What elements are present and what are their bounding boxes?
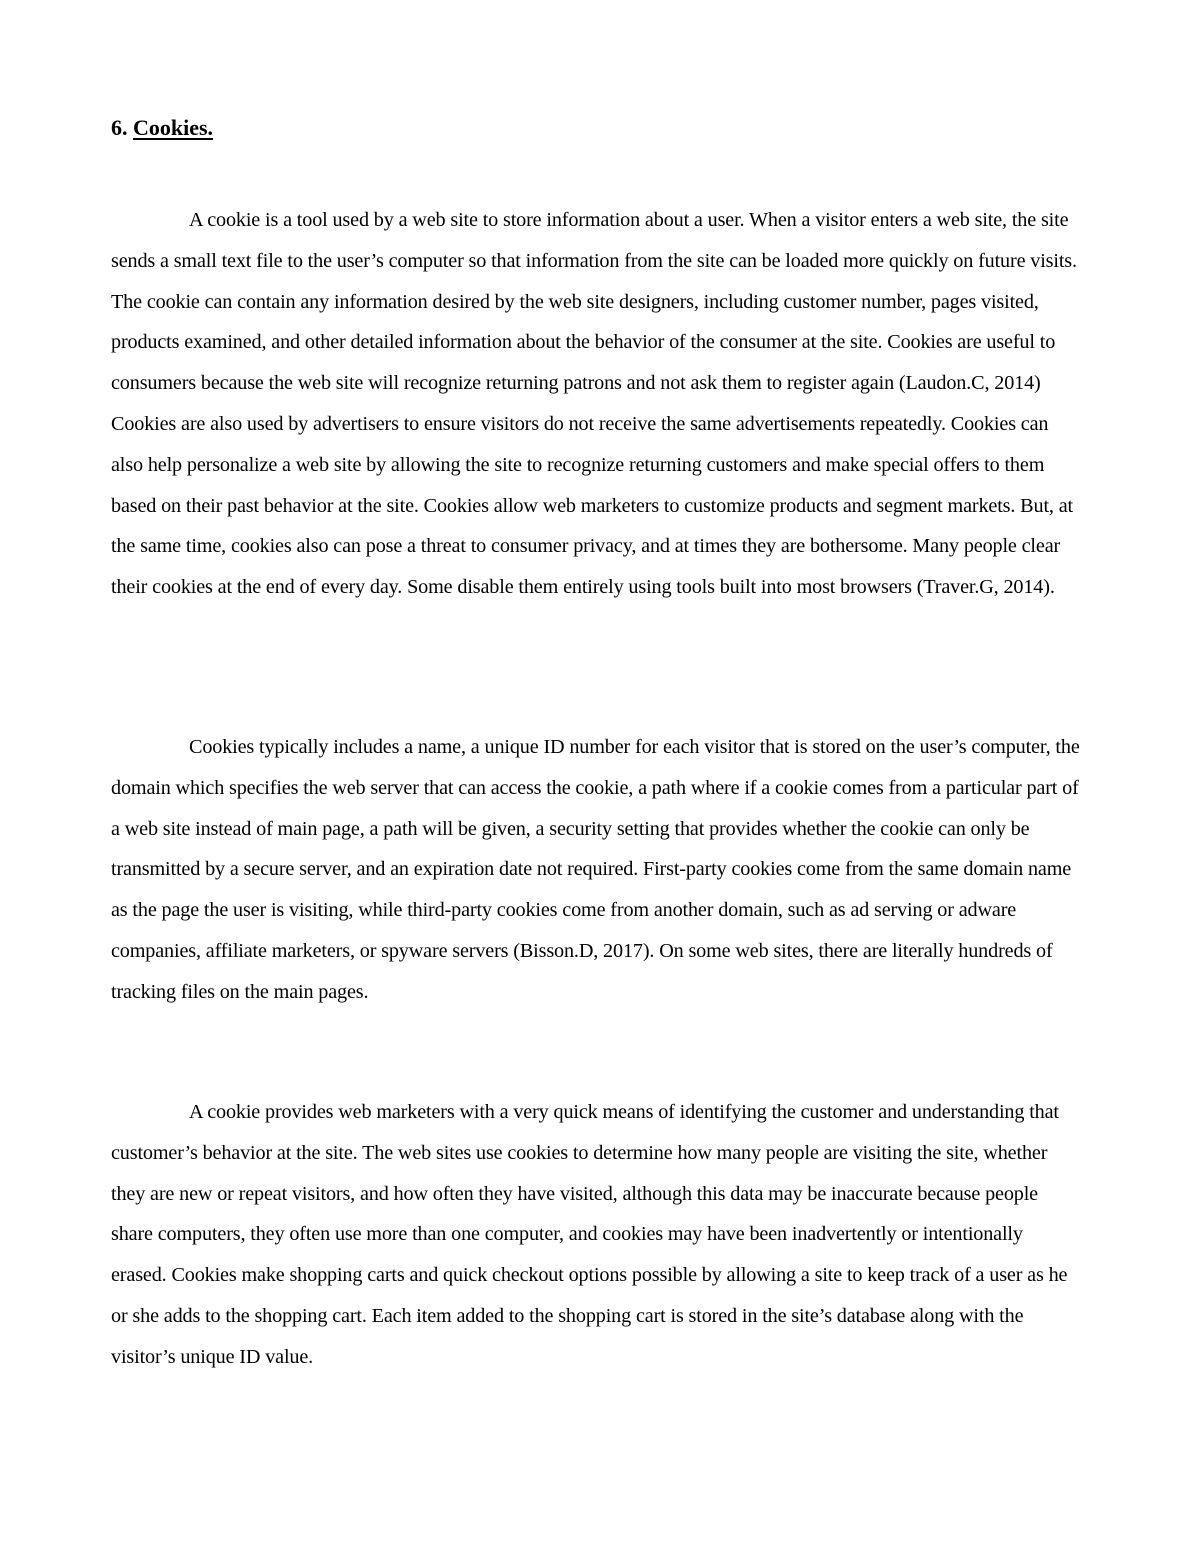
section-title: Cookies. [133, 115, 214, 140]
paragraph-block-1 [111, 200, 1083, 608]
paragraph-1: A cookie is a tool used by a web site to store information about a user. When a visitor enters a web site, the site sends a small text file to the user’s computer so that information from the site can be loaded more quickly on future visits. The cookie can contain any information desired by the web site designers, including customer number, pages visited, products examined, and other detailed information about the behavior of the consumer at the site. Cookies are useful to consumers because the web site will recognize returning patrons and not ask them to register again (Laudon.C, 2014) Cookies are also used by advertisers to ensure visitors do not receive the same advertisements repeatedly. Cookies can also help personalize a web site by allowing the site to recognize returning customers and make special offers to them based on their past behavior at the site. Cookies allow web marketers to customize products and segment markets. But, at the same time, cookies also can pose a threat to consumer privacy, and at times they are bothersome. Many people clear their cookies at the end of every day. Some disable them entirely using tools built into most browsers (Traver.G, 2014). [111, 209, 1077, 599]
paragraph-block-3 [111, 1092, 1083, 1378]
paragraph-2: Cookies typically includes a name, a unique ID number for each visitor that is stored on the user’s computer, the domain which specifies the web server that can access the cookie, a path where if a cookie comes from a particular part of a web site instead of main page, a path will be given, a security setting that provides whether the cookie can only be transmitted by a secure server, and an expiration date not required. First-party cookies come from the same domain name as the page the user is visiting, while third-party cookies come from another domain, such as ad serving or adware companies, affiliate marketers, or spyware servers (Bisson.D, 2017). On some web sites, there are literally hundreds of tracking files on the main pages. [111, 736, 1080, 1003]
section-number: 6. [111, 115, 128, 140]
paragraph-3: A cookie provides web marketers with a very quick means of identifying the customer and understanding that customer’s behavior at the site. The web sites use cookies to determine how many people are visiting the site, whether they are new or repeat visitors, and how often they have visited, although this data may be inaccurate because people share computers, they often use more than one computer, and cookies may have been inadvertently or intentionally erased. Cookies make shopping carts and quick checkout options possible by allowing a site to keep track of a user as he or she adds to the shopping cart. Each item added to the shopping cart is stored in the site’s database along with the visitor’s unique ID value. [111, 1101, 1068, 1368]
paragraph-block-2 [111, 727, 1083, 1013]
section-heading [111, 113, 213, 143]
